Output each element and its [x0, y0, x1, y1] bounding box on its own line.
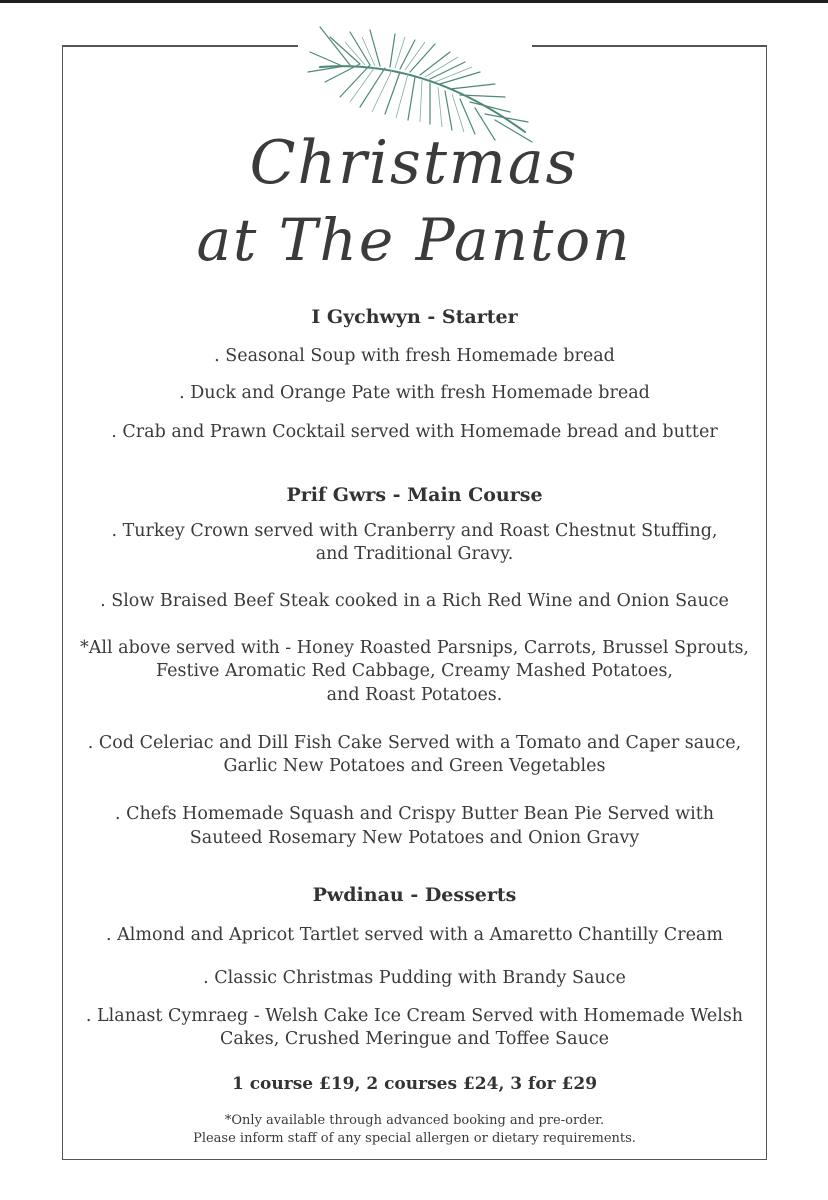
desserts-heading: Pwdinau - Desserts	[312, 884, 517, 906]
allergen-note: Please inform staff of any special allergen or dietary requirements.	[193, 1131, 636, 1146]
dessert-item: . Almond and Apricot Tartlet served with a Amaretto Chantilly Cream	[106, 925, 723, 945]
main-item: *All above served with - Honey Roasted Parsnips, Carrots, Brussel Sprouts,	[80, 638, 749, 658]
dessert-item: Cakes, Crushed Meringue and Toffee Sauce	[219, 1029, 610, 1049]
top-edge-line	[0, 0, 828, 3]
dessert-item: . Classic Christmas Pudding with Brandy Sauce	[203, 968, 626, 988]
main-item: Festive Aromatic Red Cabbage, Creamy Mashed Potatoes,	[155, 661, 673, 681]
starter-item: . Crab and Prawn Cocktail served with Homemade bread and butter	[111, 422, 718, 442]
dessert-item: . Llanast Cymraeg - Welsh Cake Ice Cream Served with Homemade Welsh	[85, 1006, 744, 1026]
menu-title-line-2: at The Panton	[196, 206, 632, 274]
main-item: Sauteed Rosemary New Potatoes and Onion Gravy	[189, 828, 640, 848]
main-item: and Roast Potatoes.	[326, 685, 503, 705]
main-item: . Slow Braised Beef Steak cooked in a Rich Red Wine and Onion Sauce	[100, 591, 729, 611]
main-item: and Traditional Gravy.	[315, 544, 514, 564]
main-item: . Turkey Crown served with Cranberry and Roast Chestnut Stuffing,	[111, 521, 718, 541]
main-item: Garlic New Potatoes and Green Vegetables	[223, 756, 606, 776]
starter-item: . Seasonal Soup with fresh Homemade bread	[214, 346, 615, 366]
main-course-heading: Prif Gwrs - Main Course	[286, 484, 543, 506]
main-item: . Chefs Homemade Squash and Crispy Butter Bean Pie Served with	[114, 804, 715, 824]
main-item: . Cod Celeriac and Dill Fish Cake Served with a Tomato and Caper sauce,	[87, 733, 742, 753]
menu-title-line-1: Christmas	[249, 128, 579, 198]
frame-top-left-line	[62, 45, 298, 47]
frame-top-right-line	[532, 45, 767, 47]
starter-item: . Duck and Orange Pate with fresh Homemade bread	[179, 383, 650, 403]
pricing-line: 1 course £19, 2 courses £24, 3 for £29	[231, 1074, 598, 1094]
booking-note: *Only available through advanced booking and pre-order.	[224, 1113, 605, 1128]
starter-heading: I Gychwyn - Starter	[311, 306, 518, 328]
